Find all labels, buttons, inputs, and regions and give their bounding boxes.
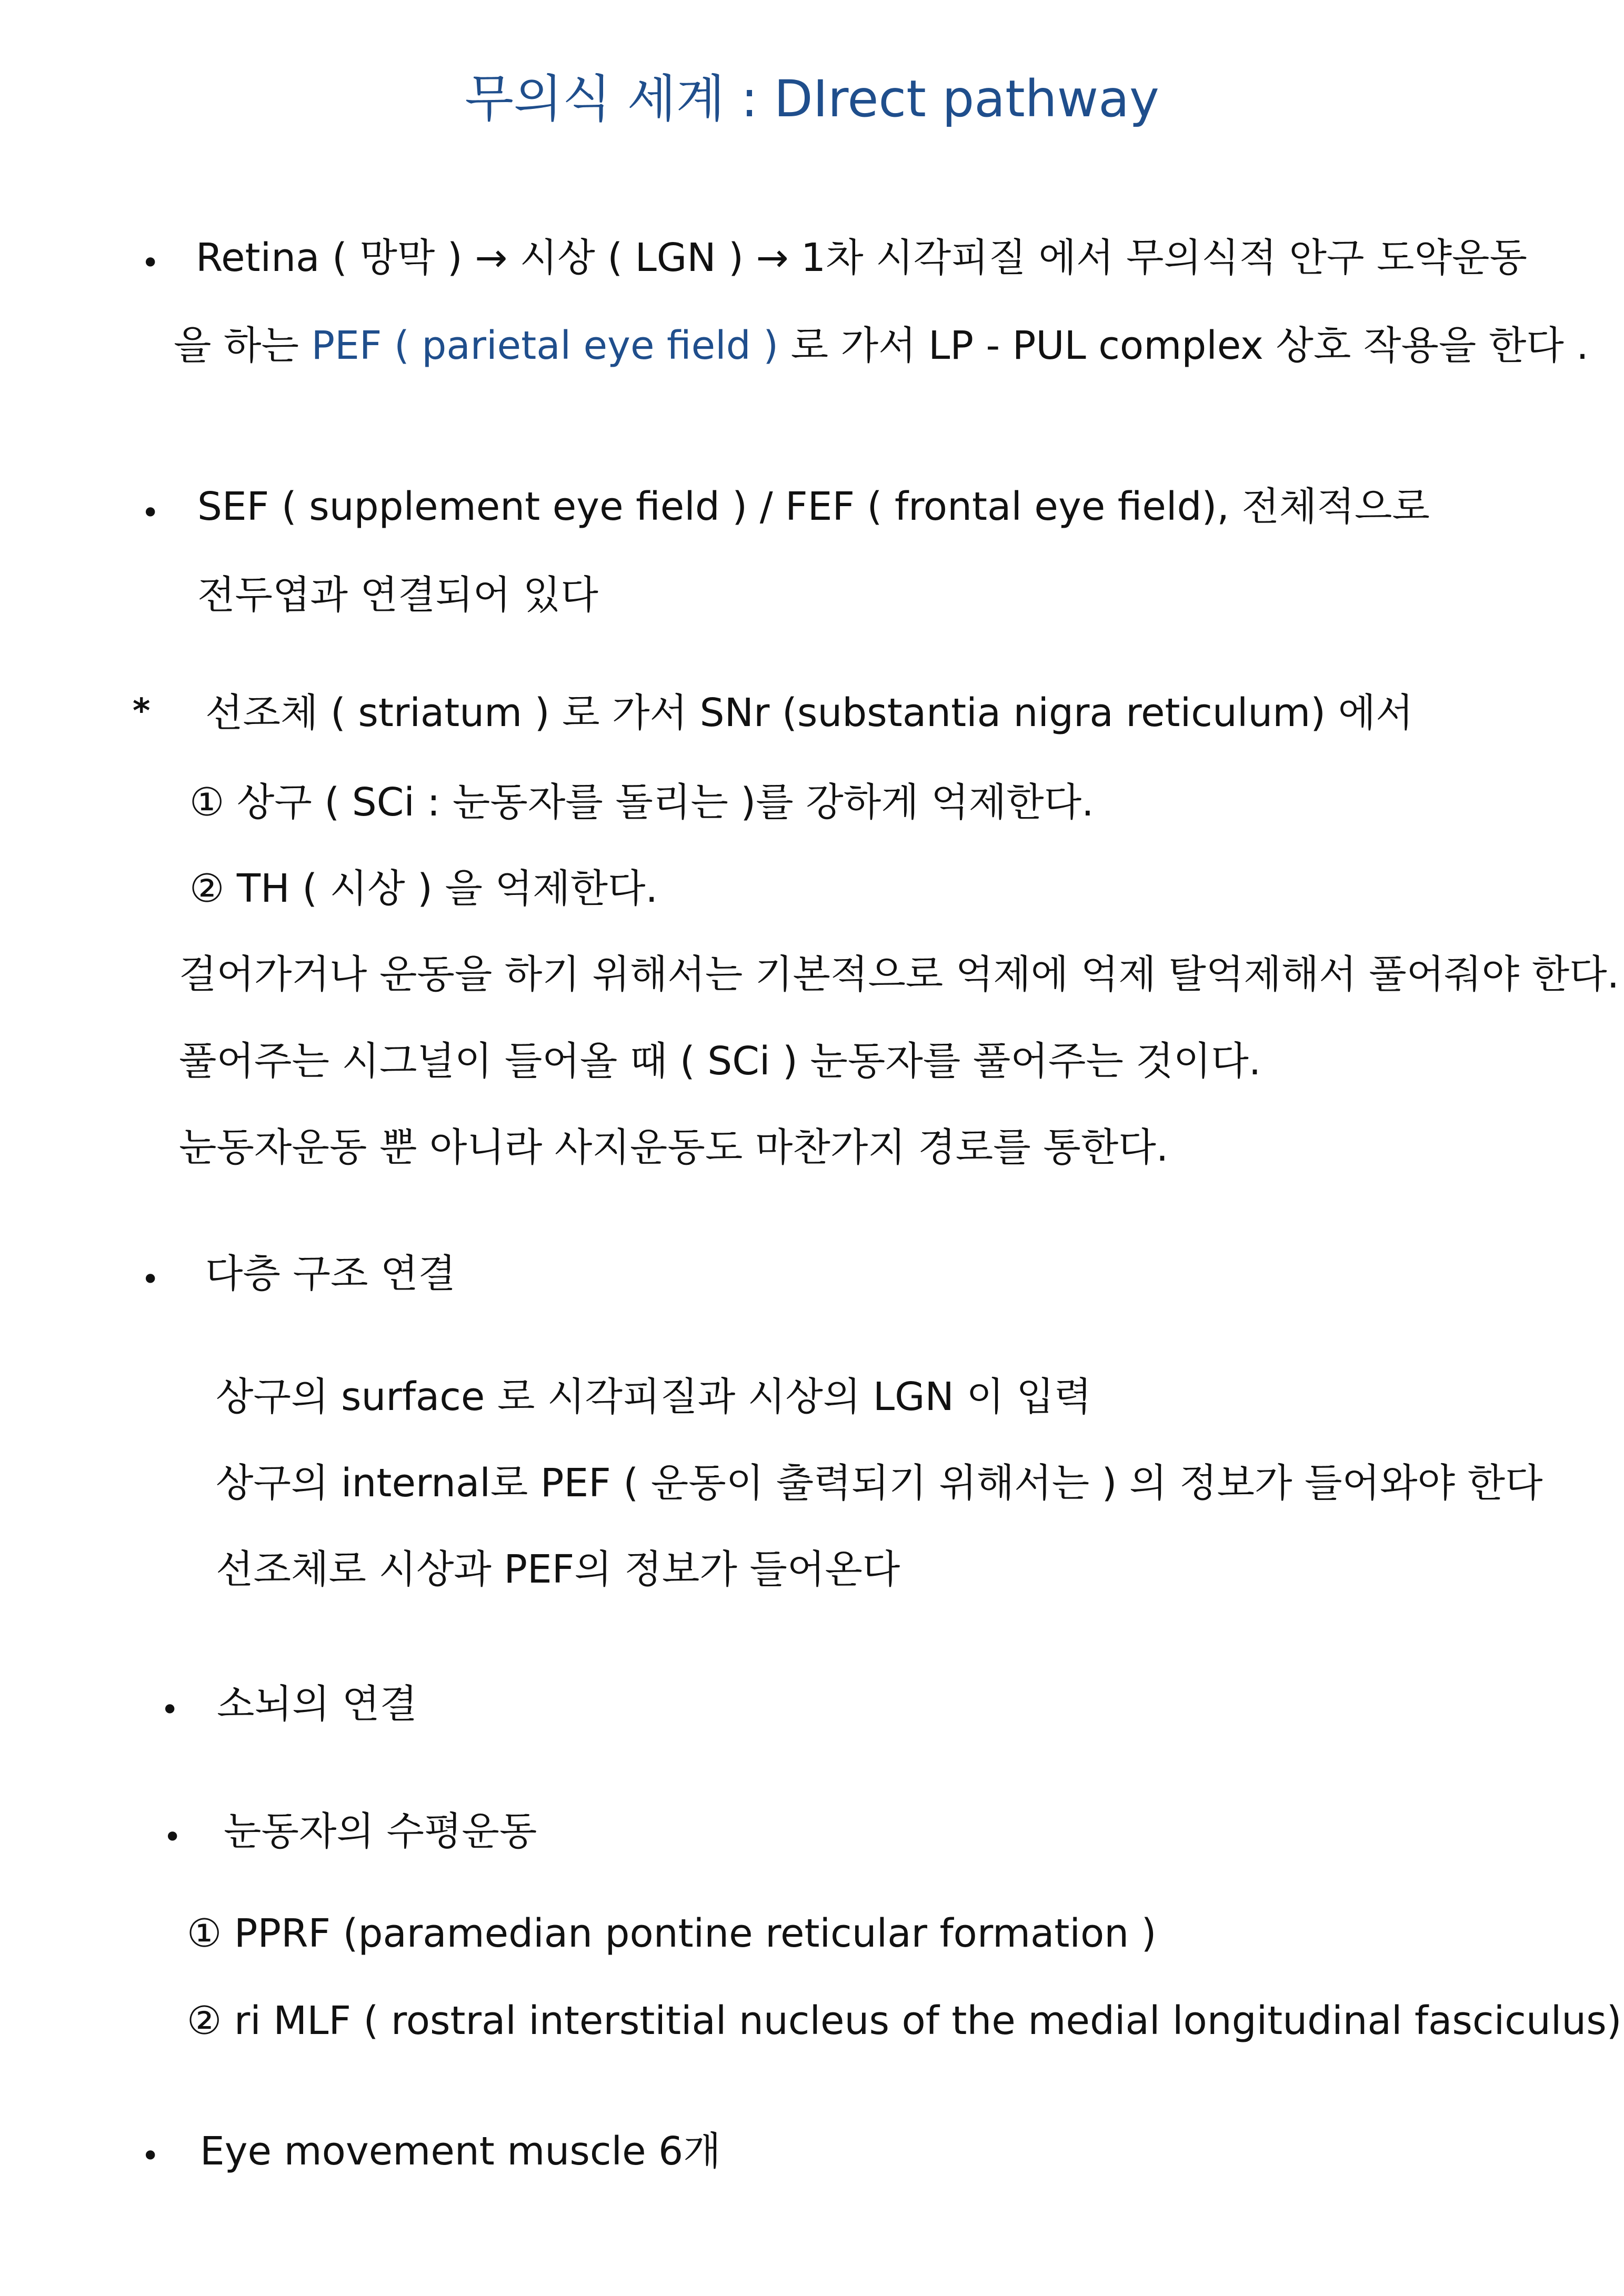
striatum-line-4: 걸어가거나 운동을 하기 위해서는 기본적으로 억제에 억제 탈억제해서 풀어줘야 한다. (179, 952, 1620, 997)
eye-muscle-heading: Eye movement muscle 6개 (200, 2129, 721, 2174)
multilayer-heading: 다층 구조 연결 (205, 1251, 456, 1296)
bullet-icon: • (163, 1819, 182, 1856)
multilayer-line-3: 선조체로 시상과 PEF의 정보가 들어온다 (216, 1547, 900, 1592)
multilayer-line-2: 상구의 internal로 PEF ( 운동이 출력되기 위해서는 ) 의 정보가 들어와야 한다 (216, 1461, 1543, 1506)
bullet-icon: • (141, 2138, 160, 2174)
horizontal-eye-line-2: ② ri MLF ( rostral interstitial nucleus of the medial longitudinal fasciculus) (187, 1998, 1622, 2043)
asterisk-icon: * (133, 692, 151, 731)
striatum-line-1: 선조체 ( striatum ) 로 가서 SNr (substantia nigra reticulum) 에서 (205, 690, 1414, 736)
sef-fef-line-1: SEF ( supplement eye field ) / FEF ( frontal eye field), 전체적으로 (197, 484, 1430, 529)
horizontal-eye-heading: 눈동자의 수평운동 (224, 1809, 537, 1854)
retina-line-2-post: 로 가서 LP - PUL complex 상호 작용을 한다 . (778, 323, 1589, 368)
striatum-line-3: ② TH ( 시상 ) 을 억제한다. (189, 866, 658, 911)
bullet-icon: • (161, 1691, 179, 1728)
retina-line-2 (174, 323, 1589, 368)
striatum-line-6: 눈동자운동 뿐 아니라 사지운동도 마찬가지 경로를 통한다. (179, 1125, 1169, 1170)
cerebellum-heading: 소뇌의 연결 (217, 1681, 417, 1727)
striatum-line-2: ① 상구 ( SCi : 눈동자를 돌리는 )를 강하게 억제한다. (189, 780, 1094, 825)
bullet-icon: • (141, 495, 160, 531)
horizontal-eye-line-1: ① PPRF (paramedian pontine reticular formation ) (187, 1911, 1157, 1956)
bullet-icon: • (141, 1261, 160, 1298)
bullet-icon: • (141, 245, 160, 281)
page-title: 무의식 세계 : DIrect pathway (465, 69, 1159, 128)
pef-term: PEF ( parietal eye field ) (311, 323, 779, 368)
sef-fef-line-2: 전두엽과 연결되어 있다 (197, 572, 598, 618)
multilayer-line-1: 상구의 surface 로 시각피질과 시상의 LGN 이 입력 (216, 1374, 1092, 1419)
retina-line-1: Retina ( 망막 ) → 시상 ( LGN ) → 1차 시각피질 에서 무의식적 안구 도약운동 (196, 235, 1527, 280)
retina-line-2-pre: 을 하는 (174, 323, 312, 368)
striatum-line-5: 풀어주는 시그널이 들어올 때 ( SCi ) 눈동자를 풀어주는 것이다. (179, 1039, 1261, 1084)
